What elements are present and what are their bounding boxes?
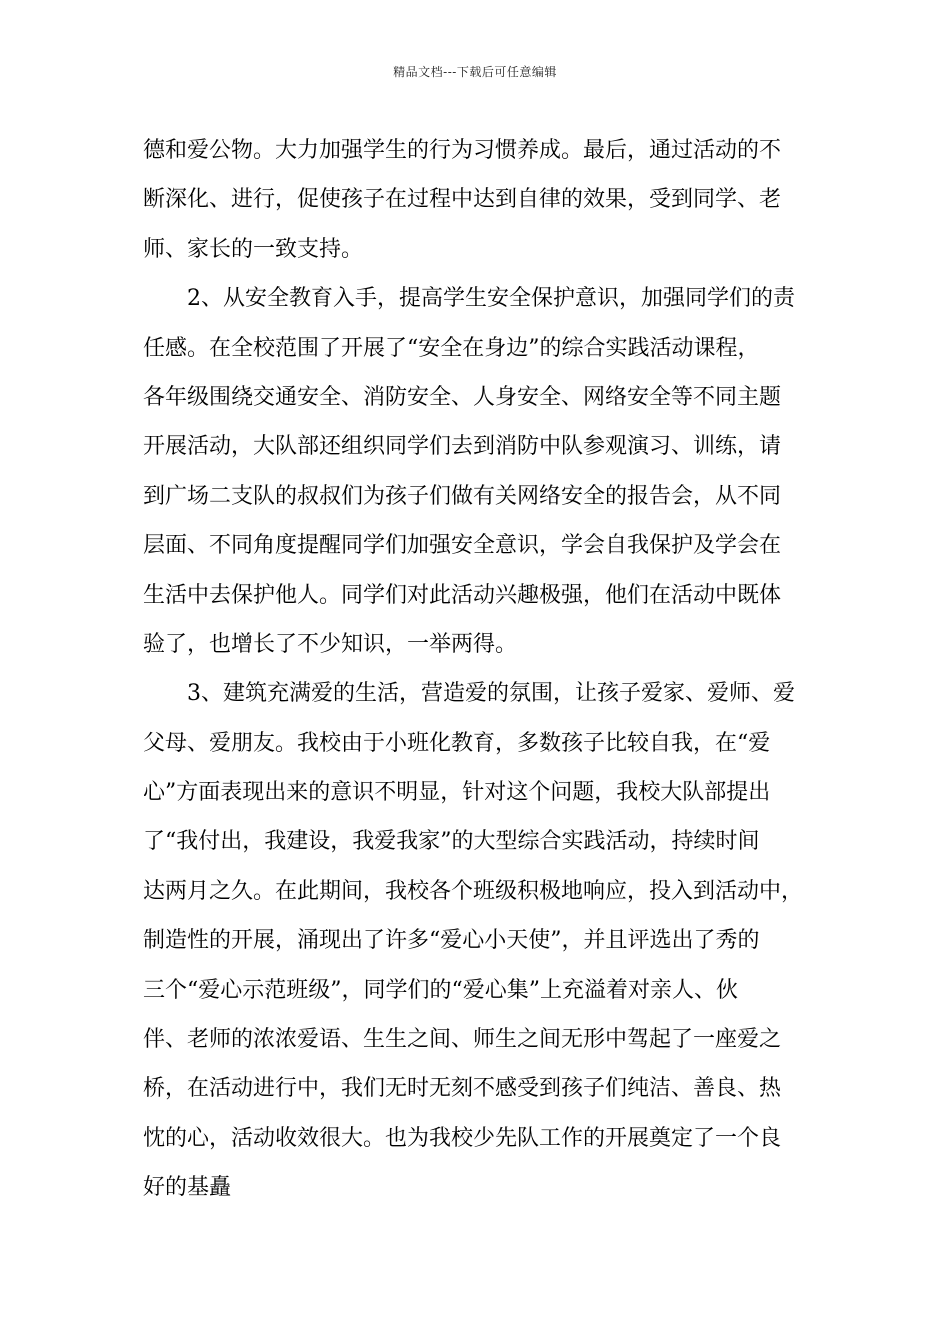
text-line: 师、家长的一致支持。 — [143, 236, 364, 262]
text-line: 制造性的开展，涌现出了许多“爱心小天使”，并且评选出了秀的 — [143, 928, 760, 954]
text-line: 3、建筑充满爱的生活，营造爱的氛围，让孩子爱家、爱师、爱 — [187, 681, 795, 707]
text-line: 层面、不同角度提醒同学们加强安全意识，学会自我保护及学会在 — [143, 533, 782, 559]
text-line: 伴、老师的浓浓爱语、生生之间、师生之间无形中驾起了一座爱之 — [143, 1027, 782, 1053]
text-line: 忱的心，活动收效很大。也为我校少先队工作的开展奠定了一个良 — [143, 1125, 782, 1151]
text-line: 了“我付出，我建设，我爱我家”的大型综合实践活动，持续时间 — [143, 829, 760, 855]
text-line: 父母、爱朋友。我校由于小班化教育，多数孩子比较自我，在“爱 — [143, 730, 771, 756]
text-line: 任感。在全校范围了开展了“安全在身边”的综合实践活动课程， — [143, 335, 760, 361]
text-line: 验了，也增长了不少知识，一举两得。 — [143, 631, 518, 657]
text-line: 2、从安全教育入手，提高学生安全保护意识，加强同学们的责 — [187, 286, 795, 312]
text-line: 桥，在活动进行中，我们无时无刻不感受到孩子们纯洁、善良、热 — [143, 1076, 782, 1102]
text-line: 生活中去保护他人。同学们对此活动兴趣极强，他们在活动中既体 — [143, 582, 782, 608]
paragraph — [143, 274, 823, 669]
paragraph — [143, 126, 823, 274]
text-line: 达两月之久。在此期间，我校各个班级积极地响应，投入到活动中， — [143, 878, 804, 904]
text-line: 德和爱公物。大力加强学生的行为习惯养成。最后，通过活动的不 — [143, 138, 782, 163]
text-line: 各年级围绕交通安全、消防安全、人身安全、网络安全等不同主题 — [143, 384, 782, 410]
text-line: 三个“爱心示范班级”，同学们的“爱心集”上充溢着对亲人、伙 — [143, 977, 738, 1003]
page-header: 精品文档---下载后可任意编辑 — [393, 65, 557, 79]
text-line: 开展活动，大队部还组织同学们去到消防中队参观演习、训练，请 — [143, 434, 782, 460]
text-line: 断深化、进行，促使孩子在过程中达到自律的效果，受到同学、老 — [143, 187, 782, 213]
paragraph — [143, 669, 823, 1212]
text-line: 好的基矗 — [143, 1175, 232, 1201]
document-body — [143, 126, 823, 1213]
text-line: 到广场二支队的叔叔们为孩子们做有关网络安全的报告会，从不同 — [143, 483, 782, 509]
text-line: 心”方面表现出来的意识不明显，针对这个问题，我校大队部提出 — [143, 780, 771, 806]
